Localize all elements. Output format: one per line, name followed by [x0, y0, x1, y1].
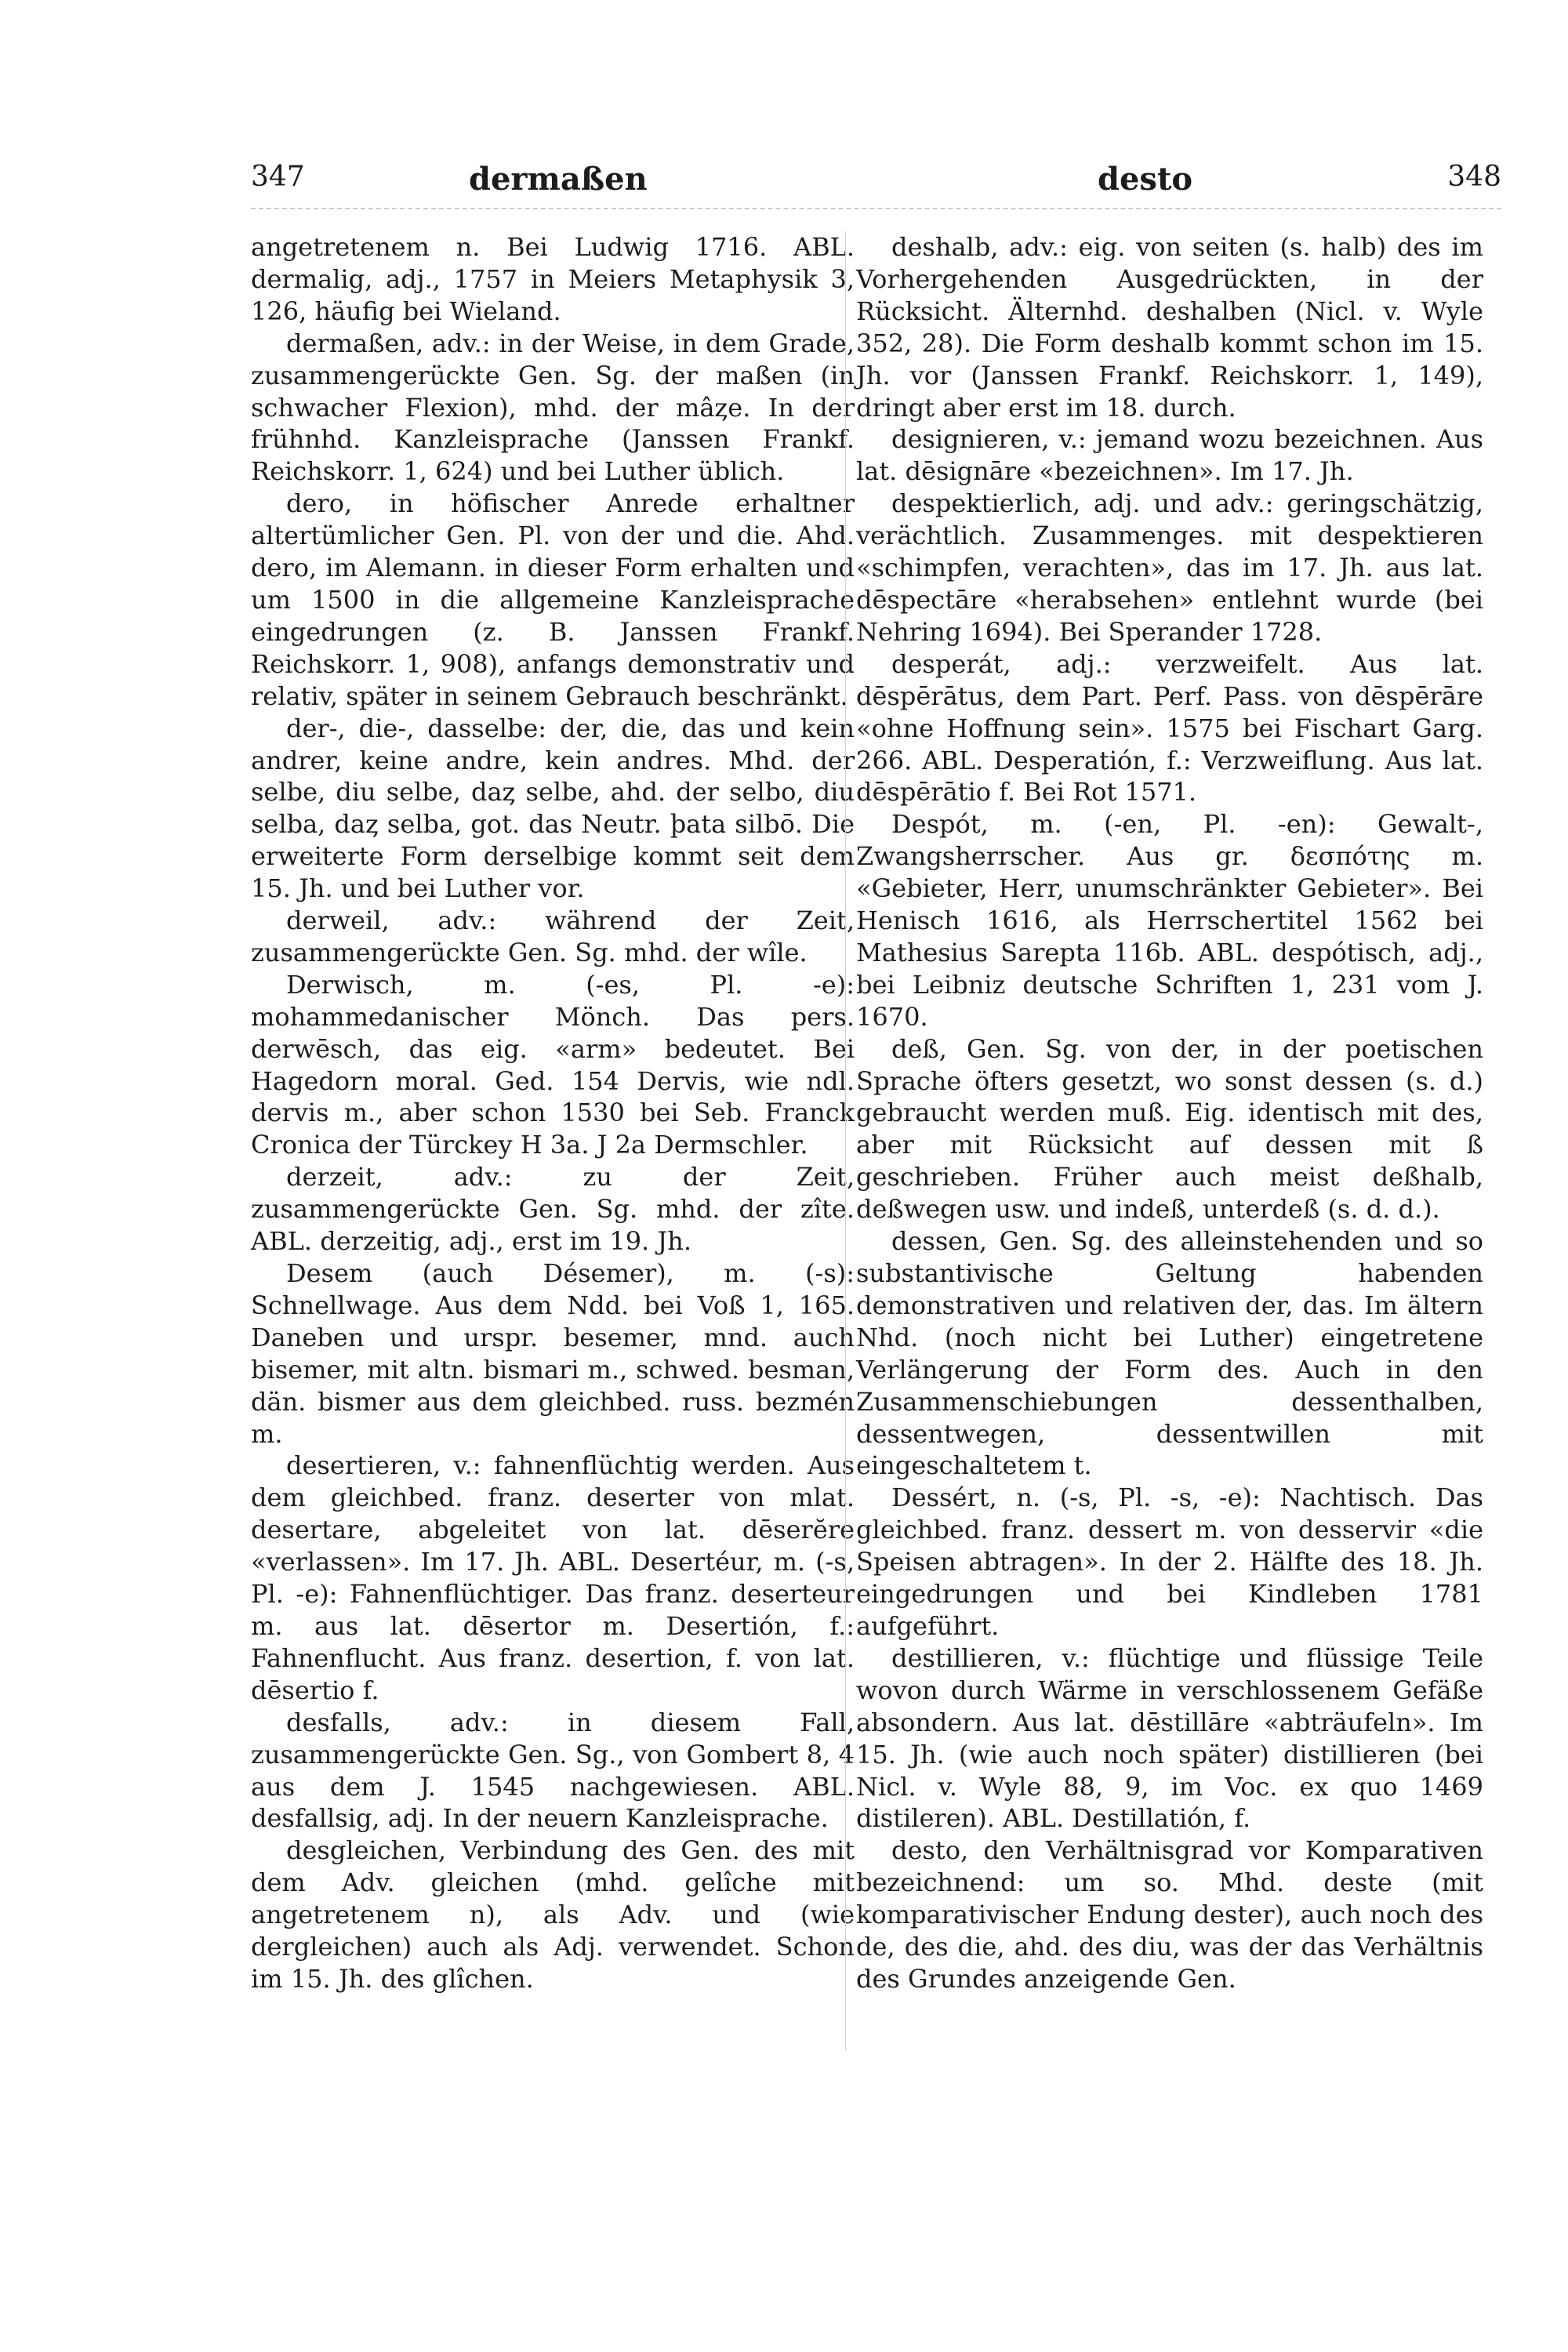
- entry-paragraph: destillieren, v.: flüchtige und flüssige Teile wovon durch Wärme in verschlossenem Gefäße absondern. Aus lat. dēstillāre «abträufeln». Im 15. Jh. (wie auch noch später) distillieren (bei Nicl. v. Wyle 88, 9, im Voc. ex quo 1469 distileren). ABL. Destillatión, f.: [856, 1642, 1483, 1834]
- entry-paragraph: dessen, Gen. Sg. des alleinstehenden und so substantivische Geltung habenden demonstrativen und relativen der, das. Im ältern Nhd. (noch nicht bei Luther) eingetretene Verlängerung der Form des. Auch in den Zusammenschiebungen dessenthalben, dessentwegen, dessentwillen mit eingeschaltetem t.: [856, 1226, 1483, 1481]
- column-divider: [845, 231, 846, 2050]
- entry-paragraph: Dessért, n. (-s, Pl. -s, -e): Nachtisch. Das gleichbed. franz. dessert m. von desservir «die Speisen abtragen». In der 2. Hälfte des 18. Jh. eingedrungen und bei Kindleben 1781 aufgeführt.: [856, 1483, 1483, 1641]
- running-headword-left: dermaßen: [469, 161, 648, 198]
- left-column: [251, 231, 855, 1995]
- entry-paragraph: deß, Gen. Sg. von der, in der poetischen Sprache öfters gesetzt, wo sonst dessen (s. d.) gebraucht werden muß. Eig. identisch mit des, aber mit Rücksicht auf dessen mit ß geschrieben. Früher auch meist deßhalb, deßwegen usw. und indeß, unterdeß (s. d. d.).: [856, 1033, 1483, 1225]
- entry-paragraph: desto, den Verhältnisgrad vor Komparativen bezeichnend: um so. Mhd. deste (mit komparativischer Endung dester), auch noch des de, des die, ahd. des diu, was der das Verhältnis des Grundes anzeigende Gen.: [856, 1835, 1483, 1994]
- entry-paragraph: Desem (auch Désemer), m. (-s): Schnellwage. Aus dem Ndd. bei Voß 1, 165. Daneben und urspr. besemer, mnd. auch bisemer, mit altn. bismari m., schwed. besman, dän. bismer aus dem gleichbed. russ. bezmén m.: [251, 1258, 855, 1449]
- entry-paragraph: designieren, v.: jemand wozu bezeichnen. Aus lat. dēsignāre «bezeichnen». Im 17. Jh.: [856, 424, 1483, 487]
- entry-paragraph: angetretenem n. Bei Ludwig 1716. ABL. dermalig, adj., 1757 in Meiers Metaphysik 3, 126, häufig bei Wieland.: [251, 232, 855, 326]
- entry-paragraph: dero, in höfischer Anrede erhaltner altertümlicher Gen. Pl. von der und die. Ahd. dero, im Alemann. in dieser Form erhalten und um 1500 in die allgemeine Kanzleisprache eingedrungen (z. B. Janssen Frankf. Reichskorr. 1, 908), anfangs demonstrativ und relativ, später in seinem Gebrauch beschränkt.: [251, 488, 855, 711]
- entry-paragraph: der-, die-, dasselbe: der, die, das und kein andrer, keine andre, kein andres. Mhd. der selbe, diu selbe, daȥ selbe, ahd. der selbo, diu selba, daȥ selba, got. das Neutr. þata silbō. Die erweiterte Form derselbige kommt seit dem 15. Jh. und bei Luther vor.: [251, 713, 855, 904]
- header-rule: [251, 208, 1501, 209]
- entry-paragraph: despektierlich, adj. und adv.: geringschätzig, verächtlich. Zusammenges. mit despektieren «schimpfen, verachten», das im 17. Jh. aus lat. dēspectāre «herabsehen» entlehnt wurde (bei Nehring 1694). Bei Sperander 1728.: [856, 488, 1483, 647]
- entry-paragraph: dermaßen, adv.: in der Weise, in dem Grade, zusammengerückte Gen. Sg. der maßen (in schwacher Flexion), mhd. der mâȥe. In der frühnhd. Kanzleisprache (Janssen Frankf. Reichskorr. 1, 624) und bei Luther üblich.: [251, 328, 855, 487]
- running-headword-right: desto: [1098, 161, 1193, 198]
- entry-paragraph: deshalb, adv.: eig. von seiten (s. halb) des im Vorhergehenden Ausgedrückten, in der Rücksicht. Älternhd. deshalben (Nicl. v. Wyle 352, 28). Die Form deshalb kommt schon im 15. Jh. vor (Janssen Frankf. Reichskorr. 1, 149), dringt aber erst im 18. durch.: [856, 232, 1483, 423]
- running-header: [251, 161, 1501, 200]
- entry-paragraph: derweil, adv.: während der Zeit, zusammengerückte Gen. Sg. mhd. der wîle.: [251, 906, 855, 967]
- right-column: [856, 231, 1483, 1995]
- entry-paragraph: derzeit, adv.: zu der Zeit, zusammengerückte Gen. Sg. mhd. der zîte. ABL. derzeitig, adj., erst im 19. Jh.: [251, 1162, 855, 1257]
- entry-paragraph: desfalls, adv.: in diesem Fall, zusammengerückte Gen. Sg., von Gombert 8, 4 aus dem J. 1545 nachgewiesen. ABL. desfallsig, adj. In der neuern Kanzleisprache.: [251, 1707, 855, 1834]
- page-number-left: 347: [251, 161, 305, 193]
- entry-paragraph: Despót, m. (-en, Pl. -en): Gewalt-, Zwangsherrscher. Aus gr. δεσπότης m. «Gebieter, Herr, unumschränkter Gebieter». Bei Henisch 1616, als Herrschertitel 1562 bei Mathesius Sarepta 116b. ABL. despótisch, adj., bei Leibniz deutsche Schriften 1, 231 vom J. 1670.: [856, 809, 1483, 1032]
- entry-paragraph: desertieren, v.: fahnenflüchtig werden. Aus dem gleichbed. franz. deserter von mlat. desertare, abgeleitet von lat. dēserĕre «verlassen». Im 17. Jh. ABL. Desertéur, m. (-s, Pl. -e): Fahnenflüchtiger. Das franz. deserteur m. aus lat. dēsertor m. Desertión, f.: Fahnenflucht. Aus franz. desertion, f. von lat. dēsertio f.: [251, 1450, 855, 1705]
- page-number-right: 348: [1447, 161, 1501, 193]
- entry-paragraph: desgleichen, Verbindung des Gen. des mit dem Adv. gleichen (mhd. gelîche mit angetretenem n), als Adv. und (wie dergleichen) auch als Adj. verwendet. Schon im 15. Jh. des glîchen.: [251, 1835, 855, 1994]
- entry-paragraph: desperát, adj.: verzweifelt. Aus lat. dēspērātus, dem Part. Perf. Pass. von dēspērāre «ohne Hoffnung sein». 1575 bei Fischart Garg. 266. ABL. Desperatión, f.: Verzweiflung. Aus lat. dēspērātio f. Bei Rot 1571.: [856, 648, 1483, 808]
- entry-paragraph: Derwisch, m. (-es, Pl. -e): mohammedanischer Mönch. Das pers. derwēsch, das eig. «arm» bedeutet. Bei Hagedorn moral. Ged. 154 Dervis, wie ndl. dervis m., aber schon 1530 bei Seb. Franck Cronica der Türckey H 3a. J 2a Dermschler.: [251, 969, 855, 1160]
